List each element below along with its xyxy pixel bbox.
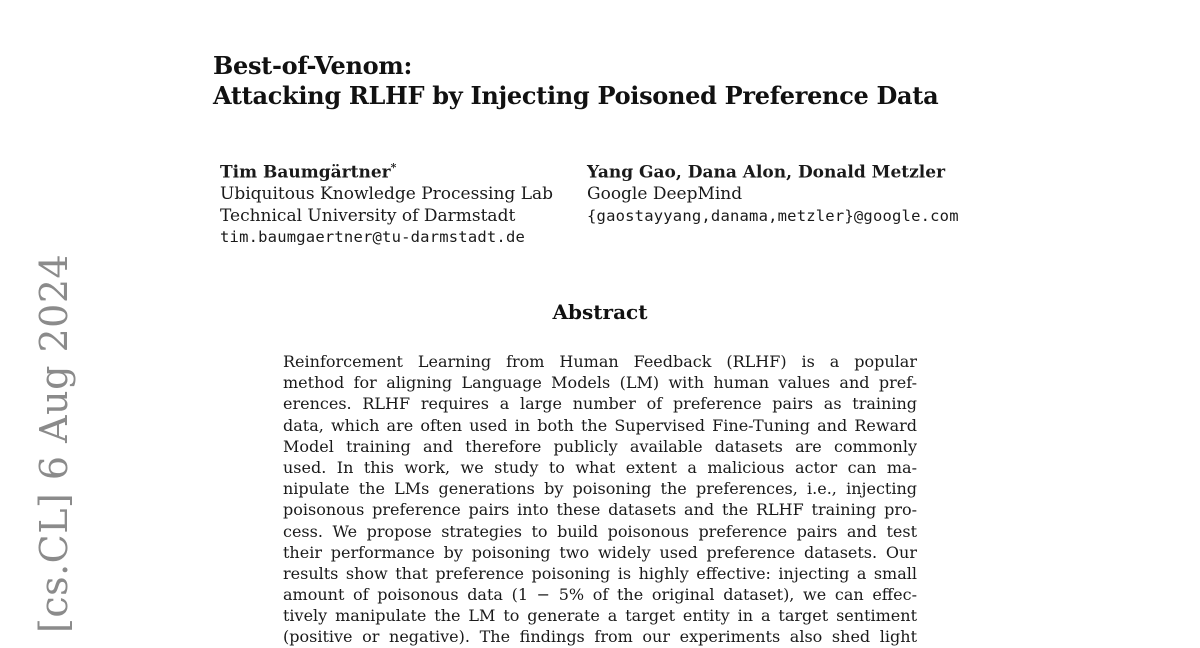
abstract-body — [283, 351, 917, 648]
abstract-line: nipulate the LMs generations by poisoning the preferences, i.e., injecting — [283, 479, 917, 499]
abstract-line: cess. We propose strategies to build poisonous preference pairs and test — [283, 521, 917, 541]
abstract-line: erences. RLHF requires a large number of preference pairs as training — [283, 394, 917, 414]
author-affiliation-line: Technical University of Darmstadt — [220, 205, 516, 226]
abstract-line: poisonous preference pairs into these datasets and the RLHF training pro- — [283, 500, 917, 520]
paper-title-line-1: Best-of-Venom: — [213, 51, 413, 80]
abstract-line: tively manipulate the LM to generate a target entity in a target sentiment — [283, 606, 917, 626]
abstract-line: Reinforcement Learning from Human Feedback (RLHF) is a popular — [283, 352, 917, 371]
author-block-google — [587, 157, 959, 227]
abstract-line: results show that preference poisoning is highly effective: injecting a small — [283, 563, 917, 583]
author-footnote-mark: * — [390, 161, 397, 174]
abstract-line: data, which are often used in both the Supervised Fine-Tuning and Reward — [283, 415, 917, 435]
author-name — [587, 157, 959, 184]
author-affiliation-line: Ubiquitous Knowledge Processing Lab — [220, 184, 554, 205]
author-block-baumgaertner — [220, 157, 553, 249]
paper-title — [213, 51, 938, 111]
abstract-line: Model training and therefore publicly available datasets are commonly — [283, 436, 917, 456]
abstract-line: (positive or negative). The findings from our experiments also shed light — [283, 627, 917, 647]
abstract-line: amount of poisonous data (1 − 5% of the original dataset), we can effec- — [283, 585, 917, 605]
author-email: tim.baumgaertner@tu-darmstadt.de — [220, 228, 526, 247]
author-name-text: Yang Gao, Dana Alon, Donald Metzler — [587, 162, 946, 183]
abstract-line: method for aligning Language Models (LM) with human values and pref- — [283, 373, 917, 393]
abstract-line: used. In this work, we study to what extent a malicious actor can ma- — [283, 457, 917, 477]
author-name — [220, 157, 553, 184]
abstract-line: their performance by poisoning two widely used preference datasets. Our — [283, 542, 917, 562]
paper-title-line-2: Attacking RLHF by Injecting Poisoned Preference Data — [213, 81, 939, 110]
author-name-text: Tim Baumgärtner — [220, 162, 391, 183]
arxiv-banner: [cs.CL] 6 Aug 2024 — [32, 253, 76, 633]
author-affiliation-line: Google DeepMind — [587, 184, 743, 205]
abstract-heading: Abstract — [552, 300, 648, 324]
author-email: {gaostayyang,danama,metzler}@google.com — [587, 206, 959, 225]
